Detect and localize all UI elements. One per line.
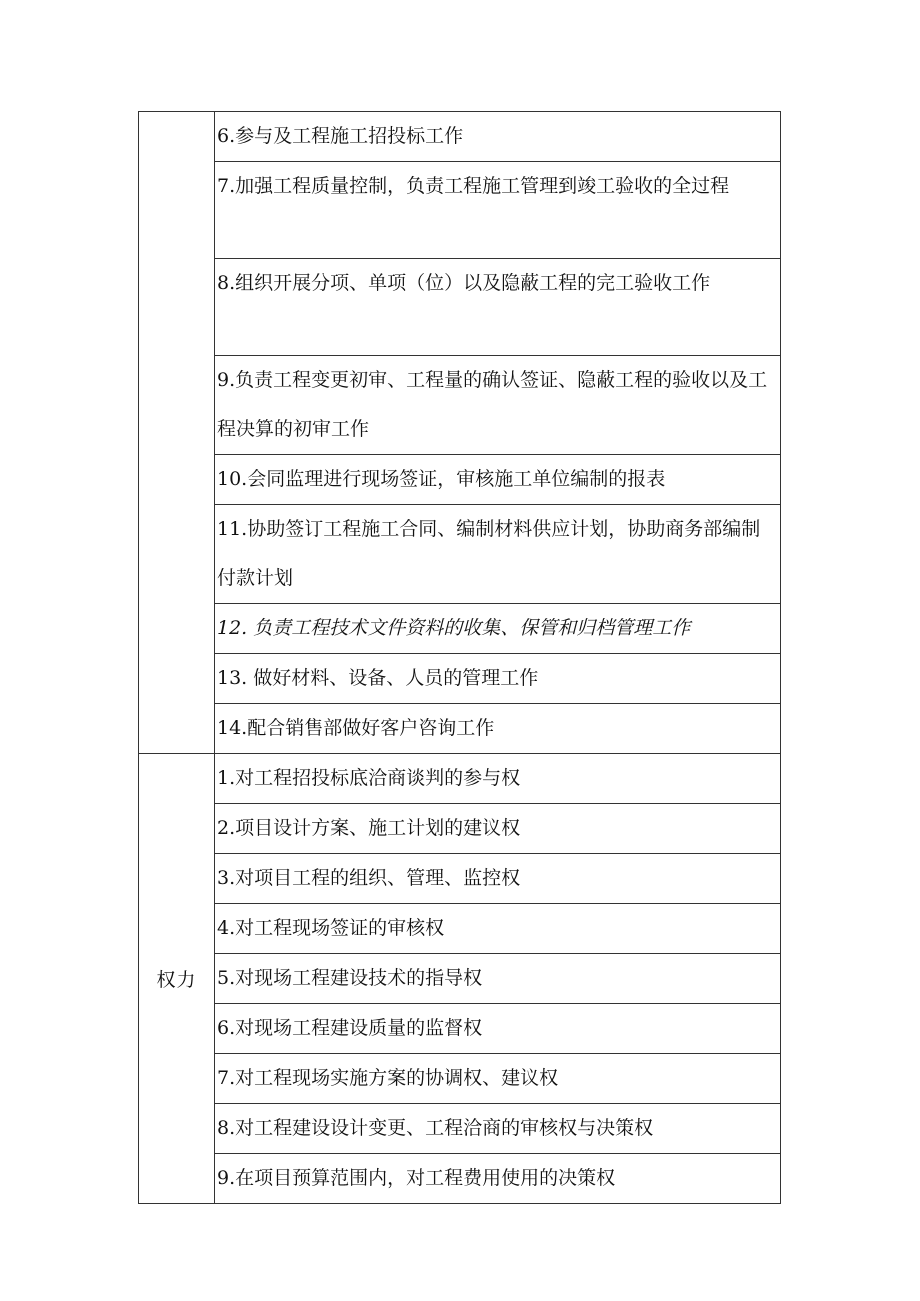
table-row: [139, 505, 781, 604]
table-row: [139, 259, 781, 356]
table-row: [139, 162, 781, 259]
table-row: [139, 704, 781, 754]
list-item: 8.组织开展分项、单项（位）以及隐蔽工程的完工验收工作: [215, 259, 781, 356]
table-row: [139, 654, 781, 704]
list-item: 13. 做好材料、设备、人员的管理工作: [215, 654, 781, 704]
list-item: 4.对工程现场签证的审核权: [215, 904, 781, 954]
list-item: 10.会同监理进行现场签证，审核施工单位编制的报表: [215, 455, 781, 505]
list-item: 7.加强工程质量控制，负责工程施工管理到竣工验收的全过程: [215, 162, 781, 259]
table-row: [139, 1154, 781, 1204]
table-row: [139, 112, 781, 162]
responsibilities-label-cell: [139, 112, 215, 754]
list-item: 9.负责工程变更初审、工程量的确认签证、隐蔽工程的验收以及工程决算的初审工作: [215, 356, 781, 455]
table-row: [139, 455, 781, 505]
list-item: 12. 负责工程技术文件资料的收集、保管和归档管理工作: [215, 604, 781, 654]
list-item: 9.在项目预算范围内，对工程费用使用的决策权: [215, 1154, 781, 1204]
table-row: [139, 1004, 781, 1054]
table-row: [139, 754, 781, 804]
table-row: [139, 356, 781, 455]
responsibility-power-table: [138, 111, 781, 1204]
list-item: 3.对项目工程的组织、管理、监控权: [215, 854, 781, 904]
list-item: 5.对现场工程建设技术的指导权: [215, 954, 781, 1004]
powers-label: 权力: [156, 969, 197, 991]
list-item: 2.项目设计方案、施工计划的建议权: [215, 804, 781, 854]
list-item: 8.对工程建设设计变更、工程洽商的审核权与决策权: [215, 1104, 781, 1154]
table-row: [139, 904, 781, 954]
list-item: 1.对工程招投标底洽商谈判的参与权: [215, 754, 781, 804]
table-row: [139, 804, 781, 854]
table-row: [139, 954, 781, 1004]
table-row: [139, 1104, 781, 1154]
table-row: [139, 604, 781, 654]
list-item: 11.协助签订工程施工合同、编制材料供应计划，协助商务部编制付款计划: [215, 505, 781, 604]
list-item: 7.对工程现场实施方案的协调权、建议权: [215, 1054, 781, 1104]
list-item: 6.对现场工程建设质量的监督权: [215, 1004, 781, 1054]
powers-label-cell: [139, 754, 215, 1204]
table-row: [139, 854, 781, 904]
table-row: [139, 1054, 781, 1104]
list-item: 14.配合销售部做好客户咨询工作: [215, 704, 781, 754]
list-item: 6.参与及工程施工招投标工作: [215, 112, 781, 162]
